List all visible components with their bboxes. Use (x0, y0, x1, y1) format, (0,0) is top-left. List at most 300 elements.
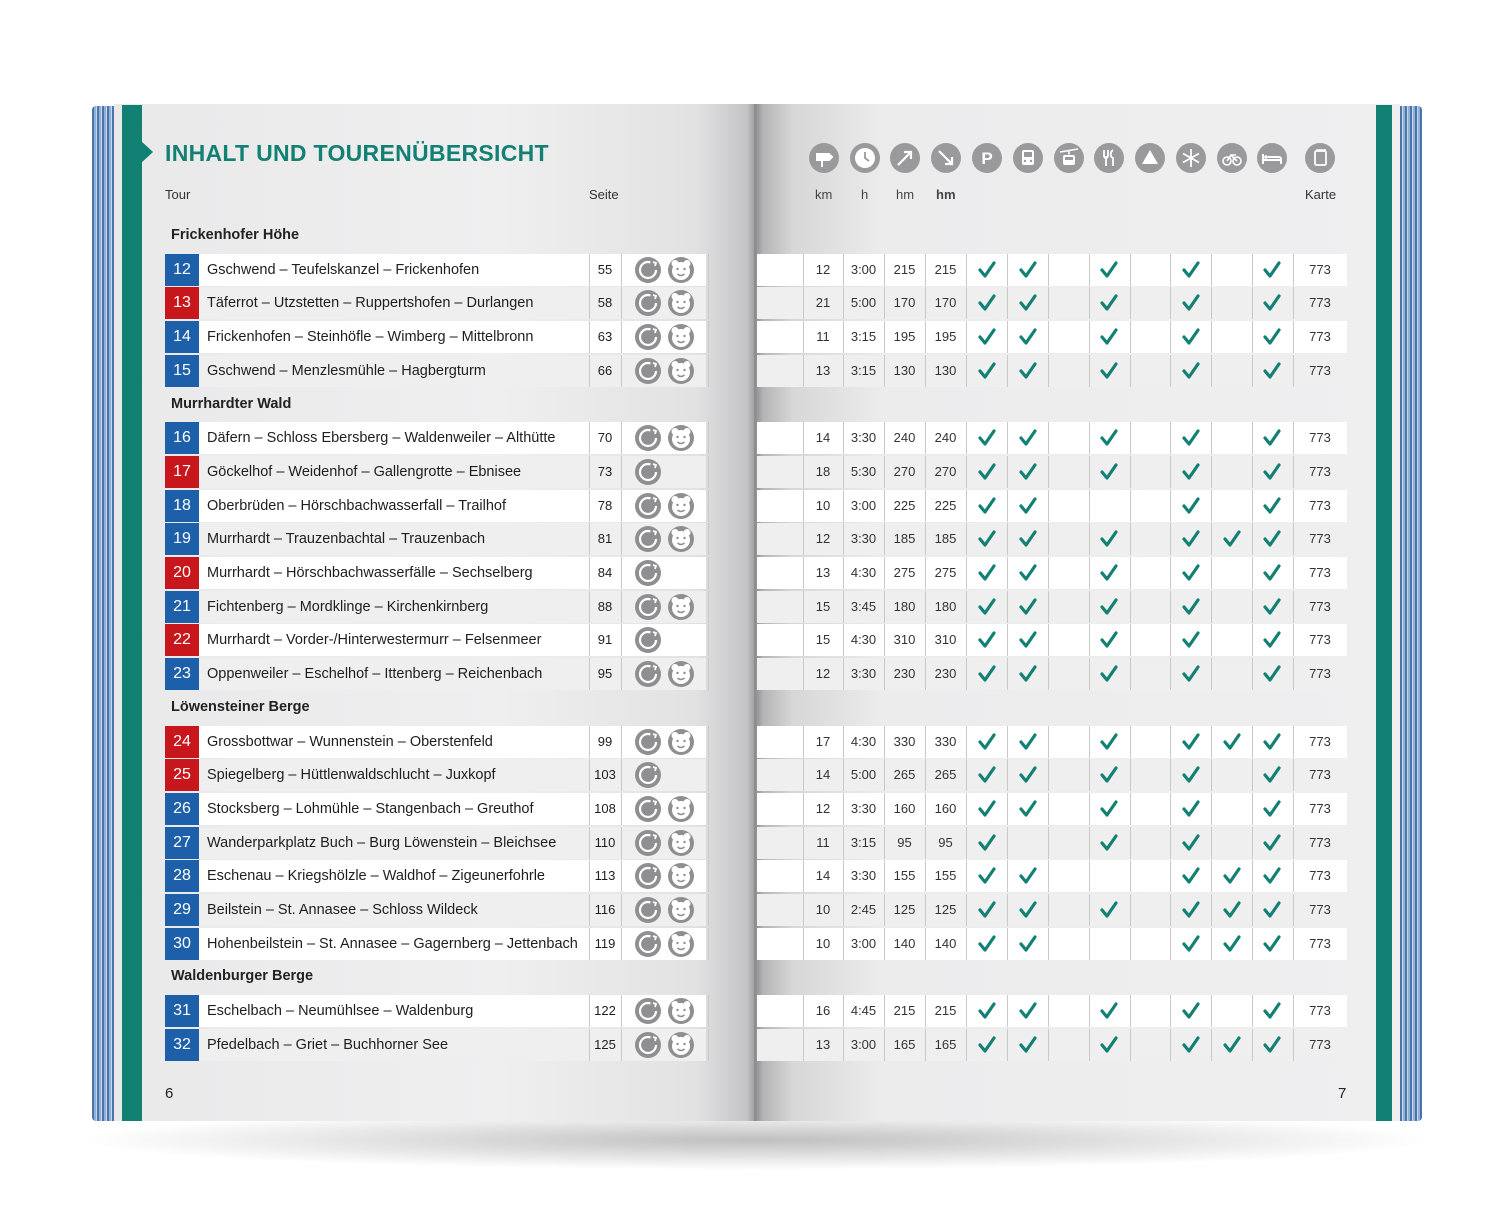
bicycle-icon (1217, 143, 1247, 173)
checkmark-icon (1262, 766, 1282, 784)
cell-divider (1089, 793, 1090, 825)
cell-divider (1048, 624, 1049, 656)
cell-divider (1130, 422, 1131, 454)
checkmark-icon (977, 294, 997, 312)
cell-divider (1170, 894, 1171, 926)
tour-route: Hohenbeilstein – St. Annasee – Gagernberg – Jettenbach (207, 936, 578, 952)
cell-divider (966, 1029, 967, 1061)
cell-divider (1170, 1029, 1171, 1061)
tour-route: Wanderparkplatz Buch – Burg Löwenstein – Bleichsee (207, 835, 557, 851)
cell-divider (1252, 860, 1253, 892)
checkmark-icon (1222, 867, 1242, 885)
cell-divider (621, 827, 622, 859)
cell-divider (708, 591, 709, 623)
tour-row-right[interactable] (757, 928, 1347, 960)
tour-row-left[interactable] (165, 827, 706, 859)
checkmark-icon (1018, 665, 1038, 683)
tour-row-left[interactable] (165, 557, 706, 589)
cell-divider (1252, 490, 1253, 522)
checkmark-icon (977, 598, 997, 616)
cell-divider (1252, 1029, 1253, 1061)
round-trip-icon (635, 661, 661, 687)
checkmark-icon (1262, 598, 1282, 616)
tour-row-left[interactable] (165, 793, 706, 825)
tour-route: Stocksberg – Lohmühle – Stangenbach – Greuthof (207, 801, 534, 817)
cell-divider (1211, 793, 1212, 825)
cell-divider (621, 726, 622, 758)
tour-row-left[interactable] (165, 726, 706, 758)
tour-page-ref: 122 (594, 1003, 616, 1018)
checkmark-icon (1099, 294, 1119, 312)
tour-row-right[interactable] (757, 557, 1347, 589)
cell-divider (708, 624, 709, 656)
tour-distance-km: 15 (815, 632, 831, 647)
cell-divider (1007, 726, 1008, 758)
cell-divider (708, 490, 709, 522)
checkmark-icon (1222, 1036, 1242, 1054)
tour-number-badge: 15 (165, 355, 199, 387)
cell-divider (1007, 490, 1008, 522)
cell-divider (1170, 456, 1171, 488)
checkmark-icon (1018, 631, 1038, 649)
cell-divider (1007, 523, 1008, 555)
tour-row-left[interactable] (165, 321, 706, 353)
tour-row-right[interactable] (757, 995, 1347, 1027)
tour-duration: 3:00 (850, 262, 877, 277)
tour-number-badge: 31 (165, 995, 199, 1027)
tour-ascent: 170 (893, 295, 916, 310)
map-icon (1305, 143, 1335, 173)
cell-divider (966, 422, 967, 454)
section-heading: Waldenburger Berge (171, 968, 314, 985)
cell-divider (1211, 928, 1212, 960)
cell-divider (708, 523, 709, 555)
cell-divider (1007, 254, 1008, 286)
cell-divider (1130, 860, 1131, 892)
checkmark-icon (1018, 901, 1038, 919)
cell-divider (1007, 321, 1008, 353)
tour-row-right[interactable] (757, 759, 1347, 791)
family-friendly-bear-icon (668, 897, 694, 923)
checkmark-icon (1099, 901, 1119, 919)
family-friendly-bear-icon (668, 796, 694, 822)
checkmark-icon (1181, 294, 1201, 312)
bus-icon (1013, 143, 1043, 173)
cell-divider (1089, 523, 1090, 555)
cell-divider (1048, 726, 1049, 758)
cell-divider (1048, 995, 1049, 1027)
tour-map-ref: 773 (1309, 363, 1331, 378)
tour-distance-km: 13 (815, 363, 831, 378)
family-friendly-bear-icon (668, 830, 694, 856)
cell-divider (621, 1029, 622, 1061)
tour-row-left[interactable] (165, 456, 706, 488)
cell-divider (1089, 355, 1090, 387)
cell-divider (966, 624, 967, 656)
cell-divider (1007, 355, 1008, 387)
hut-icon (1135, 143, 1165, 173)
tour-row-left[interactable] (165, 490, 706, 522)
clock-icon (850, 143, 880, 173)
tour-row-right[interactable] (757, 894, 1347, 926)
cell-divider (621, 793, 622, 825)
cell-divider (1048, 860, 1049, 892)
tour-duration: 4:30 (850, 734, 877, 749)
tour-page-ref: 70 (597, 430, 613, 445)
cell-divider (708, 995, 709, 1027)
tour-descent: 270 (934, 464, 957, 479)
cell-divider (1130, 1029, 1131, 1061)
tour-page-ref: 81 (597, 531, 613, 546)
cell-divider (708, 321, 709, 353)
checkmark-icon (1099, 1036, 1119, 1054)
tour-duration: 5:00 (850, 295, 877, 310)
checkmark-icon (977, 1036, 997, 1054)
tour-ascent: 215 (893, 262, 916, 277)
cell-divider (621, 456, 622, 488)
tour-ascent: 155 (893, 868, 916, 883)
cell-divider (1252, 827, 1253, 859)
cell-divider (1089, 894, 1090, 926)
tour-route: Spiegelberg – Hüttlenwaldschlucht – Juxkopf (207, 767, 496, 783)
tour-row-right[interactable] (757, 1029, 1347, 1061)
checkmark-icon (1099, 733, 1119, 751)
cell-divider (1048, 456, 1049, 488)
cell-divider (1211, 490, 1212, 522)
teal-edge-bar-right (1376, 105, 1392, 1121)
cell-divider (1007, 624, 1008, 656)
tour-distance-km: 12 (815, 531, 831, 546)
tour-map-ref: 773 (1309, 295, 1331, 310)
tour-row-right[interactable] (757, 355, 1347, 387)
tour-row-right[interactable] (757, 658, 1347, 690)
tour-row-right[interactable] (757, 624, 1347, 656)
family-friendly-bear-icon (668, 493, 694, 519)
tour-page-ref: 119 (594, 936, 616, 951)
checkmark-icon (1018, 564, 1038, 582)
checkmark-icon (1181, 1036, 1201, 1054)
cell-divider (1048, 422, 1049, 454)
checkmark-icon (1018, 867, 1038, 885)
tour-route: Göckelhof – Weidenhof – Gallengrotte – Ebnisee (207, 464, 522, 480)
tour-descent: 215 (934, 1003, 957, 1018)
cell-divider (1130, 287, 1131, 319)
checkmark-icon (1018, 261, 1038, 279)
tour-row-left[interactable] (165, 995, 706, 1027)
cell-divider (621, 355, 622, 387)
cell-divider (1211, 759, 1212, 791)
tour-map-ref: 773 (1309, 734, 1331, 749)
cell-divider (708, 456, 709, 488)
cell-divider (1211, 456, 1212, 488)
tour-duration: 3:00 (850, 936, 877, 951)
cell-divider (1048, 894, 1049, 926)
cell-divider (1130, 793, 1131, 825)
tour-row-right[interactable] (757, 422, 1347, 454)
tour-row-right[interactable] (757, 860, 1347, 892)
cell-divider (1170, 523, 1171, 555)
family-friendly-bear-icon (668, 661, 694, 687)
tour-distance-km: 14 (815, 868, 831, 883)
tour-map-ref: 773 (1309, 565, 1331, 580)
checkmark-icon (1018, 1036, 1038, 1054)
checkmark-icon (977, 362, 997, 380)
family-friendly-bear-icon (668, 594, 694, 620)
tour-ascent: 160 (893, 801, 916, 816)
tour-row-left[interactable] (165, 422, 706, 454)
cell-divider (1007, 557, 1008, 589)
checkmark-icon (1262, 497, 1282, 515)
cell-divider (1048, 658, 1049, 690)
cell-divider (708, 557, 709, 589)
tour-distance-km: 21 (815, 295, 831, 310)
tour-page-ref: 73 (597, 464, 613, 479)
page-number-left: 6 (165, 1085, 174, 1102)
section-heading: Frickenhofer Höhe (171, 227, 300, 243)
cell-divider (1170, 658, 1171, 690)
checkmark-icon (1262, 1002, 1282, 1020)
tour-map-ref: 773 (1309, 868, 1331, 883)
tour-row-right[interactable] (757, 523, 1347, 555)
tour-duration: 3:30 (850, 430, 877, 445)
tour-row-right[interactable] (757, 490, 1347, 522)
tour-row-left[interactable] (165, 254, 706, 286)
cell-divider (1048, 591, 1049, 623)
cell-divider (1007, 928, 1008, 960)
tour-descent: 125 (934, 902, 957, 917)
tour-row-left[interactable] (165, 523, 706, 555)
cell-divider (1089, 928, 1090, 960)
cell-divider (1048, 254, 1049, 286)
cell-divider (1211, 624, 1212, 656)
tour-descent: 240 (934, 430, 957, 445)
checkmark-icon (1018, 497, 1038, 515)
cell-divider (1130, 355, 1131, 387)
cell-divider (1170, 928, 1171, 960)
checkmark-icon (1181, 530, 1201, 548)
tour-route: Frickenhofen – Steinhöfle – Wimberg – Mittelbronn (207, 329, 534, 345)
cell-divider (1089, 591, 1090, 623)
tour-distance-km: 18 (815, 464, 831, 479)
checkmark-icon (977, 328, 997, 346)
checkmark-icon (1018, 362, 1038, 380)
checkmark-icon (1018, 766, 1038, 784)
tour-number-badge: 22 (165, 624, 199, 656)
checkmark-icon (977, 1002, 997, 1020)
tour-ascent: 140 (893, 936, 916, 951)
checkmark-icon (1262, 1036, 1282, 1054)
checkmark-icon (1181, 766, 1201, 784)
tour-page-ref: 113 (594, 868, 616, 883)
tour-map-ref: 773 (1309, 666, 1331, 681)
tour-page-ref: 95 (597, 666, 613, 681)
column-header-km: km (815, 187, 833, 202)
checkmark-icon (1018, 935, 1038, 953)
column-header-seite: Seite (589, 187, 619, 202)
cell-divider (708, 827, 709, 859)
cell-divider (1007, 759, 1008, 791)
tour-ascent: 125 (893, 902, 916, 917)
tour-map-ref: 773 (1309, 1003, 1331, 1018)
family-friendly-bear-icon (668, 324, 694, 350)
tour-number-badge: 30 (165, 928, 199, 960)
tour-route: Eschelbach – Neumühlsee – Waldenburg (207, 1003, 474, 1019)
cell-divider (1130, 456, 1131, 488)
cell-divider (1170, 254, 1171, 286)
cell-divider (1252, 591, 1253, 623)
tour-row-left[interactable] (165, 624, 706, 656)
cell-divider (1130, 557, 1131, 589)
tour-duration: 3:30 (850, 868, 877, 883)
checkmark-icon (1018, 328, 1038, 346)
checkmark-icon (1222, 935, 1242, 953)
round-trip-icon (635, 863, 661, 889)
cell-divider (621, 624, 622, 656)
cell-divider (966, 490, 967, 522)
checkmark-icon (1262, 564, 1282, 582)
tour-duration: 4:30 (850, 565, 877, 580)
cell-divider (1211, 591, 1212, 623)
round-trip-icon (635, 493, 661, 519)
cell-divider (966, 456, 967, 488)
tour-route: Däfern – Schloss Ebersberg – Waldenweiler – Althütte (207, 430, 556, 446)
cell-divider (1170, 793, 1171, 825)
cell-divider (1211, 658, 1212, 690)
cell-divider (1089, 490, 1090, 522)
tour-row-right[interactable] (757, 254, 1347, 286)
tour-page-ref: 88 (597, 599, 613, 614)
cell-divider (1048, 321, 1049, 353)
round-trip-icon (635, 594, 661, 620)
family-friendly-bear-icon (668, 729, 694, 755)
cell-divider (708, 254, 709, 286)
cell-divider (1089, 995, 1090, 1027)
tour-ascent: 275 (893, 565, 916, 580)
tour-distance-km: 11 (816, 835, 830, 850)
tour-duration: 5:00 (850, 767, 877, 782)
cell-divider (1252, 321, 1253, 353)
cell-divider (1130, 894, 1131, 926)
tour-distance-km: 10 (815, 902, 831, 917)
checkmark-icon (1099, 362, 1119, 380)
tour-row-left[interactable] (165, 287, 706, 319)
tour-ascent: 265 (893, 767, 916, 782)
tour-row-left[interactable] (165, 591, 706, 623)
tour-row-left[interactable] (165, 658, 706, 690)
page-number-right: 7 (1338, 1085, 1347, 1102)
tour-route: Eschenau – Kriegshölzle – Waldhof – Zigeunerfohrle (207, 868, 545, 884)
tour-route: Gschwend – Menzlesmühle – Hagbergturm (207, 363, 486, 379)
checkmark-icon (1018, 733, 1038, 751)
family-friendly-bear-icon (668, 931, 694, 957)
cell-divider (621, 860, 622, 892)
cell-divider (966, 254, 967, 286)
cell-divider (1211, 557, 1212, 589)
tour-row-right[interactable] (757, 793, 1347, 825)
checkmark-icon (1262, 362, 1282, 380)
tour-duration: 5:30 (850, 464, 877, 479)
title-arrow-marker (140, 140, 153, 164)
checkmark-icon (1018, 1002, 1038, 1020)
tour-row-left[interactable] (165, 928, 706, 960)
cell-divider (1252, 928, 1253, 960)
tour-page-ref: 99 (597, 734, 613, 749)
checkmark-icon (1262, 733, 1282, 751)
signpost-icon (809, 143, 839, 173)
tour-row-left[interactable] (165, 894, 706, 926)
tour-row-left[interactable] (165, 860, 706, 892)
checkmark-icon (1099, 463, 1119, 481)
cell-divider (1089, 759, 1090, 791)
cell-divider (1170, 827, 1171, 859)
tour-row-left[interactable] (165, 355, 706, 387)
tour-duration: 2:45 (850, 902, 877, 917)
tour-row-left[interactable] (165, 759, 706, 791)
cell-divider (966, 894, 967, 926)
cell-divider (1089, 658, 1090, 690)
cell-divider (1170, 321, 1171, 353)
tour-row-right[interactable] (757, 287, 1347, 319)
cell-divider (966, 287, 967, 319)
checkmark-icon (1181, 429, 1201, 447)
cell-divider (1048, 759, 1049, 791)
tour-row-right[interactable] (757, 726, 1347, 758)
round-trip-icon (635, 1032, 661, 1058)
tour-page-ref: 84 (597, 565, 613, 580)
tour-distance-km: 11 (816, 329, 830, 344)
family-friendly-bear-icon (668, 526, 694, 552)
cell-divider (621, 928, 622, 960)
checkmark-icon (1181, 665, 1201, 683)
tour-ascent: 225 (893, 498, 916, 513)
checkmark-icon (1018, 530, 1038, 548)
tour-ascent: 270 (893, 464, 916, 479)
tour-descent: 185 (934, 531, 957, 546)
cell-divider (708, 726, 709, 758)
tour-row-right[interactable] (757, 321, 1347, 353)
tour-page-ref: 63 (597, 329, 613, 344)
cell-divider (1048, 793, 1049, 825)
tour-row-right[interactable] (757, 591, 1347, 623)
tour-descent: 180 (934, 599, 957, 614)
tour-ascent: 240 (893, 430, 916, 445)
cell-divider (708, 759, 709, 791)
tour-number-badge: 19 (165, 523, 199, 555)
cell-divider (1252, 793, 1253, 825)
family-friendly-bear-icon (668, 257, 694, 283)
tour-row-left[interactable] (165, 1029, 706, 1061)
cell-divider (1007, 658, 1008, 690)
tour-route: Täferrot – Utzstetten – Ruppertshofen – Durlangen (207, 295, 534, 311)
cell-divider (966, 658, 967, 690)
checkmark-icon (1099, 328, 1119, 346)
tour-ascent: 165 (893, 1037, 916, 1052)
tour-row-right[interactable] (757, 456, 1347, 488)
tour-number-badge: 26 (165, 793, 199, 825)
tour-row-right[interactable] (757, 827, 1347, 859)
round-trip-icon (635, 796, 661, 822)
family-friendly-bear-icon (668, 358, 694, 384)
cell-divider (1048, 557, 1049, 589)
cell-divider (1130, 490, 1131, 522)
cell-divider (621, 557, 622, 589)
cell-divider (708, 860, 709, 892)
cell-divider (966, 557, 967, 589)
cell-divider (1211, 355, 1212, 387)
tour-number-badge: 27 (165, 827, 199, 859)
svg-text:P: P (981, 149, 993, 168)
cell-divider (1211, 995, 1212, 1027)
